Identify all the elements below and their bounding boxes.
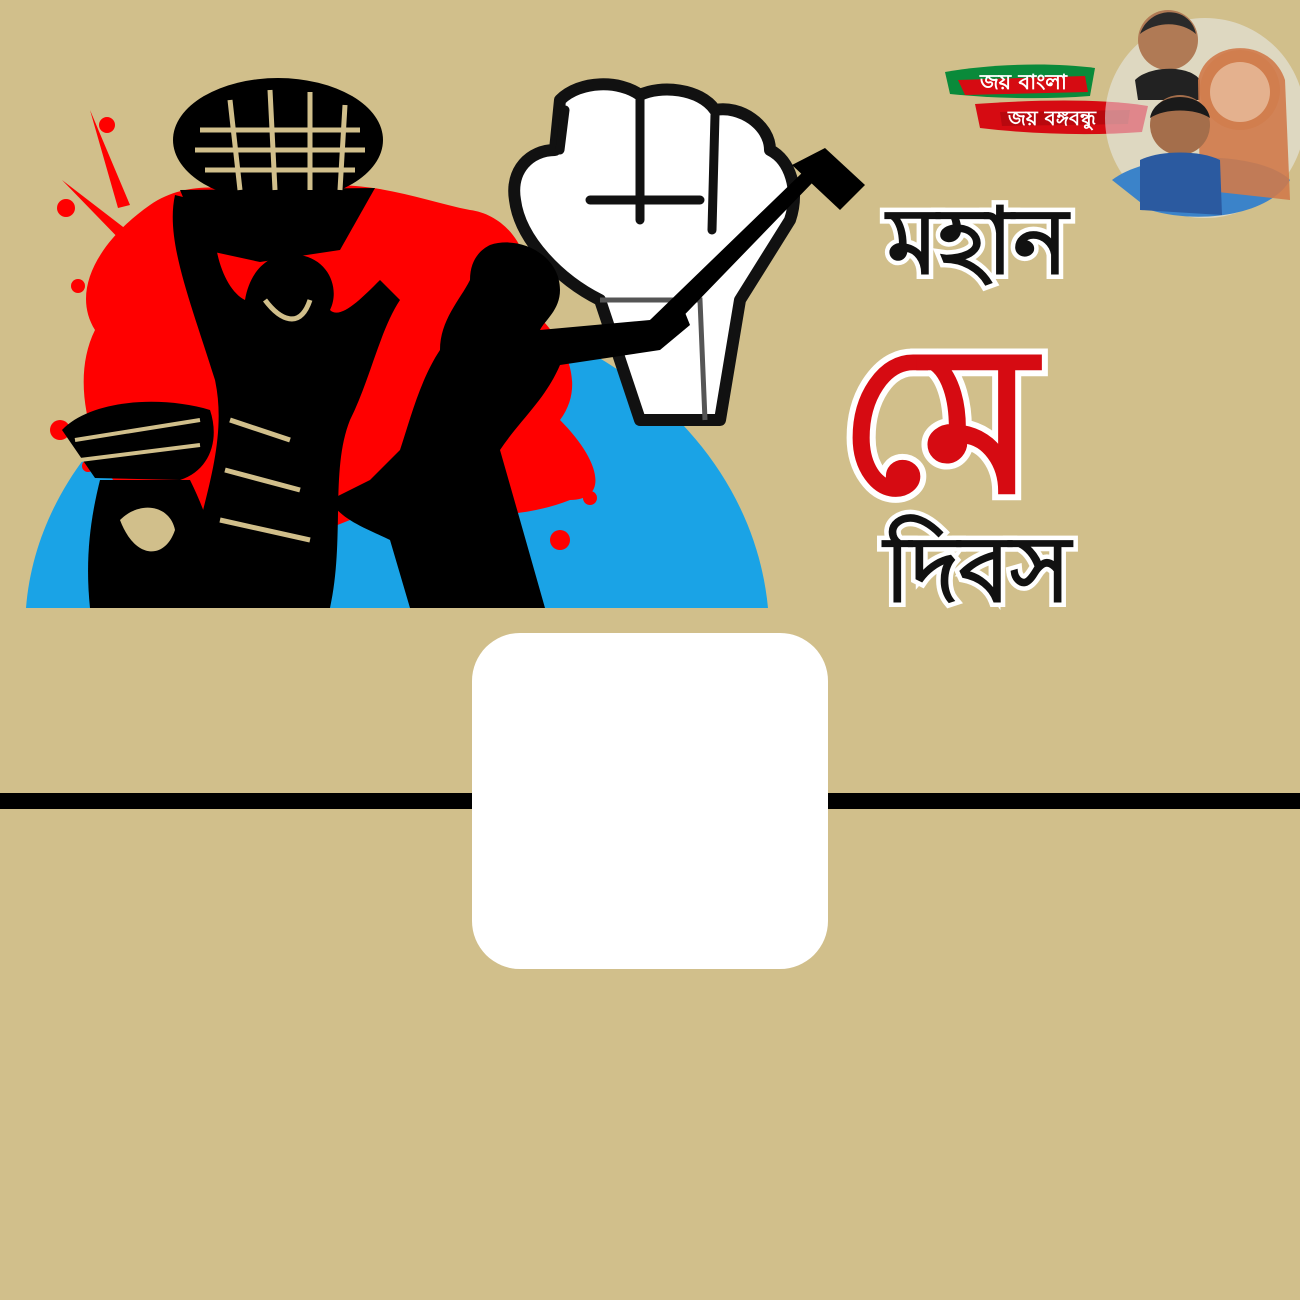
title-line-mohan: মহান bbox=[886, 188, 1068, 295]
photo-upload-frame[interactable] bbox=[472, 633, 828, 969]
slogan-joy-bangla: জয় বাংলা bbox=[980, 70, 1068, 94]
title-line-may: মে bbox=[838, 302, 1036, 540]
title-line-dibosh: দিবস bbox=[884, 516, 1071, 623]
leaders-portrait-illustration bbox=[1105, 10, 1300, 218]
slogan-joy-bangabandhu: জয় বঙ্গবন্ধু bbox=[1008, 106, 1097, 130]
